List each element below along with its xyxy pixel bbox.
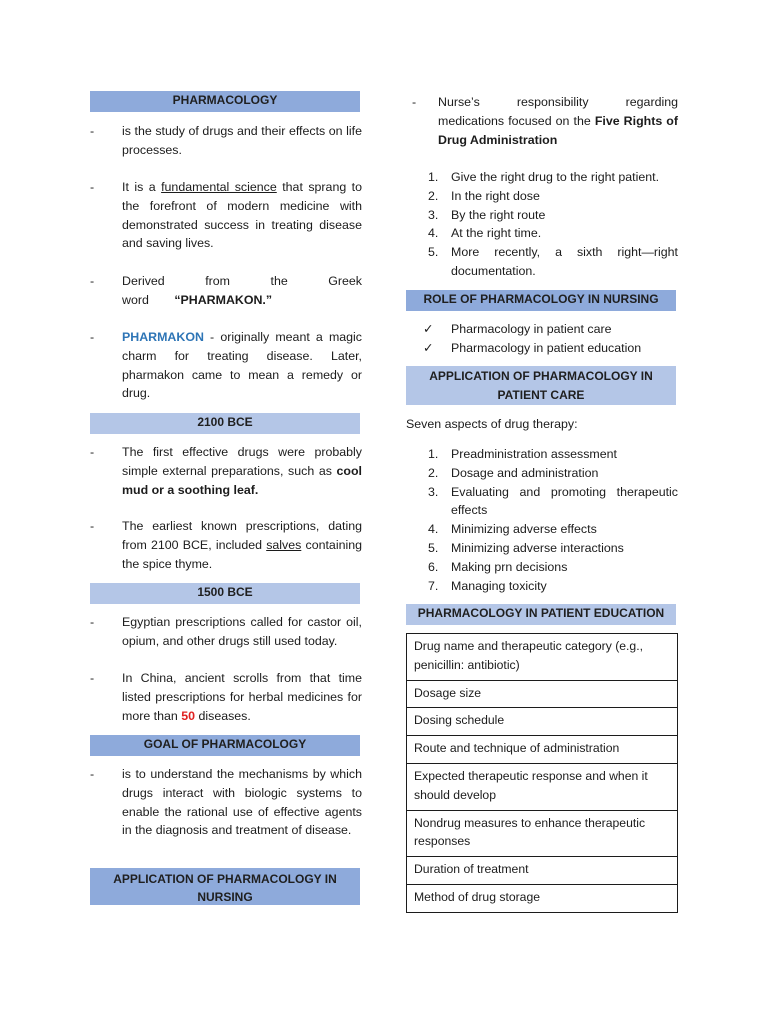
right-item	[406, 187, 678, 206]
right-item	[406, 224, 678, 243]
list-number: 4.	[428, 522, 439, 537]
role-text: Pharmacology in patient care	[451, 322, 612, 336]
section-header-1500: 1500 BCE	[90, 583, 360, 604]
right-item	[406, 168, 678, 187]
list-number: 7.	[428, 578, 439, 593]
five-rights-list	[406, 168, 678, 281]
table-cell: Dosing schedule	[407, 708, 678, 736]
list-item-text: Minimizing adverse interactions	[451, 540, 624, 555]
checkmark-icon: ✓	[423, 340, 434, 355]
list-number: 5.	[428, 540, 439, 555]
table-row	[407, 680, 678, 708]
list-item-text: Evaluating and promoting therapeutic effects	[451, 484, 678, 518]
list-number: 2.	[428, 188, 439, 203]
list-number: 2.	[428, 465, 439, 480]
list-item-text: Preadministration assessment	[451, 447, 617, 461]
aspect-item	[406, 558, 678, 577]
section-header-app-nursing: APPLICATION OF PHARMACOLOGY IN NURSING	[90, 868, 360, 905]
role-item	[406, 320, 678, 339]
list-number: 1.	[428, 447, 439, 461]
table-row	[407, 736, 678, 764]
role-item	[406, 339, 678, 358]
table-row	[407, 763, 678, 810]
aspect-item	[406, 464, 678, 483]
list-number: 3.	[428, 484, 439, 499]
role-text: Pharmacology in patient education	[451, 340, 642, 355]
section-header-role: ROLE OF PHARMACOLOGY IN NURSING	[406, 290, 676, 311]
education-table	[406, 633, 678, 913]
list-item-text: Dosage and administration	[451, 465, 599, 480]
pharmakon-term: PHARMAKON	[122, 330, 204, 344]
section-header-goal: GOAL OF PHARMACOLOGY	[90, 735, 360, 756]
table-cell: Nondrug measures to enhance therapeutic responses	[407, 810, 678, 857]
table-row	[407, 634, 678, 681]
role-list	[406, 320, 678, 358]
list-item-text: In the right dose	[451, 188, 540, 203]
aspect-item	[406, 539, 678, 558]
table-cell: Route and technique of administration	[407, 736, 678, 764]
table-cell: Dosage size	[407, 680, 678, 708]
table-row	[407, 884, 678, 912]
checkmark-icon: ✓	[423, 322, 434, 336]
aspect-item	[406, 520, 678, 539]
section-header-2100: 2100 BCE	[90, 413, 360, 434]
list-item-text: Making prn decisions	[451, 559, 568, 574]
seven-aspects-intro: Seven aspects of drug therapy:	[406, 417, 578, 431]
table-row	[407, 857, 678, 885]
aspect-item	[406, 445, 678, 464]
list-item-text: Managing toxicity	[451, 578, 547, 593]
list-number: 5.	[428, 245, 439, 260]
list-number: 1.	[428, 170, 439, 184]
seven-aspects-list	[406, 445, 678, 595]
table-cell: Expected therapeutic response and when it should develop	[407, 763, 678, 810]
list-number: 4.	[428, 226, 439, 241]
table-cell: Method of drug storage	[407, 884, 678, 912]
table-cell: Duration of treatment	[407, 857, 678, 885]
right-item	[406, 243, 678, 281]
section-header-education: PHARMACOLOGY IN PATIENT EDUCATION	[406, 604, 676, 625]
aspect-item	[406, 577, 678, 596]
fifty-highlight: 50	[181, 708, 196, 723]
list-number: 3.	[428, 207, 439, 222]
list-item-text: By the right route	[451, 207, 546, 222]
table-row	[407, 708, 678, 736]
list-item-text: More recently, a sixth right—right documentation.	[451, 245, 678, 278]
aspect-item	[406, 483, 678, 521]
table-cell: Drug name and therapeutic category (e.g., penicillin: antibiotic)	[407, 634, 678, 681]
list-item-text: Give the right drug to the right patient.	[451, 170, 660, 184]
table-row	[407, 810, 678, 857]
section-header-app-care: APPLICATION OF PHARMACOLOGY IN PATIENT CARE	[406, 366, 676, 405]
list-number: 6.	[428, 559, 439, 574]
right-item	[406, 206, 678, 225]
list-item-text: Minimizing adverse effects	[451, 522, 597, 537]
list-item-text: At the right time.	[451, 226, 542, 241]
section-header-pharmacology: PHARMACOLOGY	[90, 91, 360, 112]
